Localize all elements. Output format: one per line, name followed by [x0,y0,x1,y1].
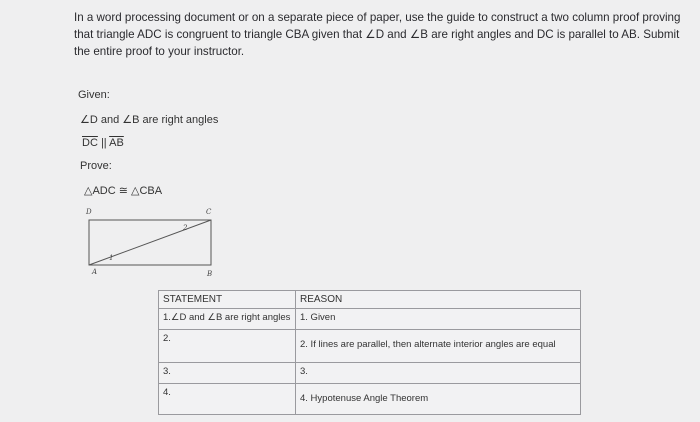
statement-cell[interactable]: 1.∠D and ∠B are right angles [159,309,296,330]
proof-table [158,290,581,415]
statement-cell[interactable]: 4. [159,384,296,415]
given-label: Given: [78,89,110,101]
vertex-label-c: C [206,208,212,216]
reason-cell[interactable]: 4. Hypotenuse Angle Theorem [296,384,581,415]
given-right-angles: ∠D and ∠B are right angles [80,114,219,126]
angle-mark-1: 1 [109,254,114,262]
given-parallel [82,137,124,149]
table-header-row [159,291,581,309]
rectangle-diagram [78,202,228,284]
prove-statement: △ADC ≅ △CBA [84,185,163,197]
parallel-symbol: || [97,137,110,149]
vertex-label-b: B [207,270,213,278]
table-row [159,330,581,363]
segment-dc: $\overline{DC}$ [82,137,98,149]
reason-cell[interactable]: 3. [296,363,581,384]
reason-header: REASON [296,291,581,309]
vertex-label-a: A [92,268,98,276]
angle-mark-2: 2 [183,224,188,232]
statement-cell[interactable]: 3. [159,363,296,384]
table-row [159,384,581,415]
instructions-text: In a word processing document or on a separate piece of paper, use the guide to construct a two column proof proving that triangle ADC is congruent to triangle CBA given that ∠D and ∠B are right angles and DC is parallel to AB. Submit the entire proof to your instructor. [74,11,681,58]
table-row [159,309,581,330]
statement-header: STATEMENT [159,291,296,309]
reason-cell[interactable]: 2. If lines are parallel, then alternate interior angles are equal [296,330,581,363]
prove-label: Prove: [80,160,112,172]
segment-ab: $\overline{AB}$ [109,137,124,149]
diagonal-ac [89,220,211,265]
vertex-label-d: D [86,208,92,216]
statement-cell[interactable]: 2. [159,330,296,363]
table-row [159,363,581,384]
reason-cell[interactable]: 1. Given [296,309,581,330]
